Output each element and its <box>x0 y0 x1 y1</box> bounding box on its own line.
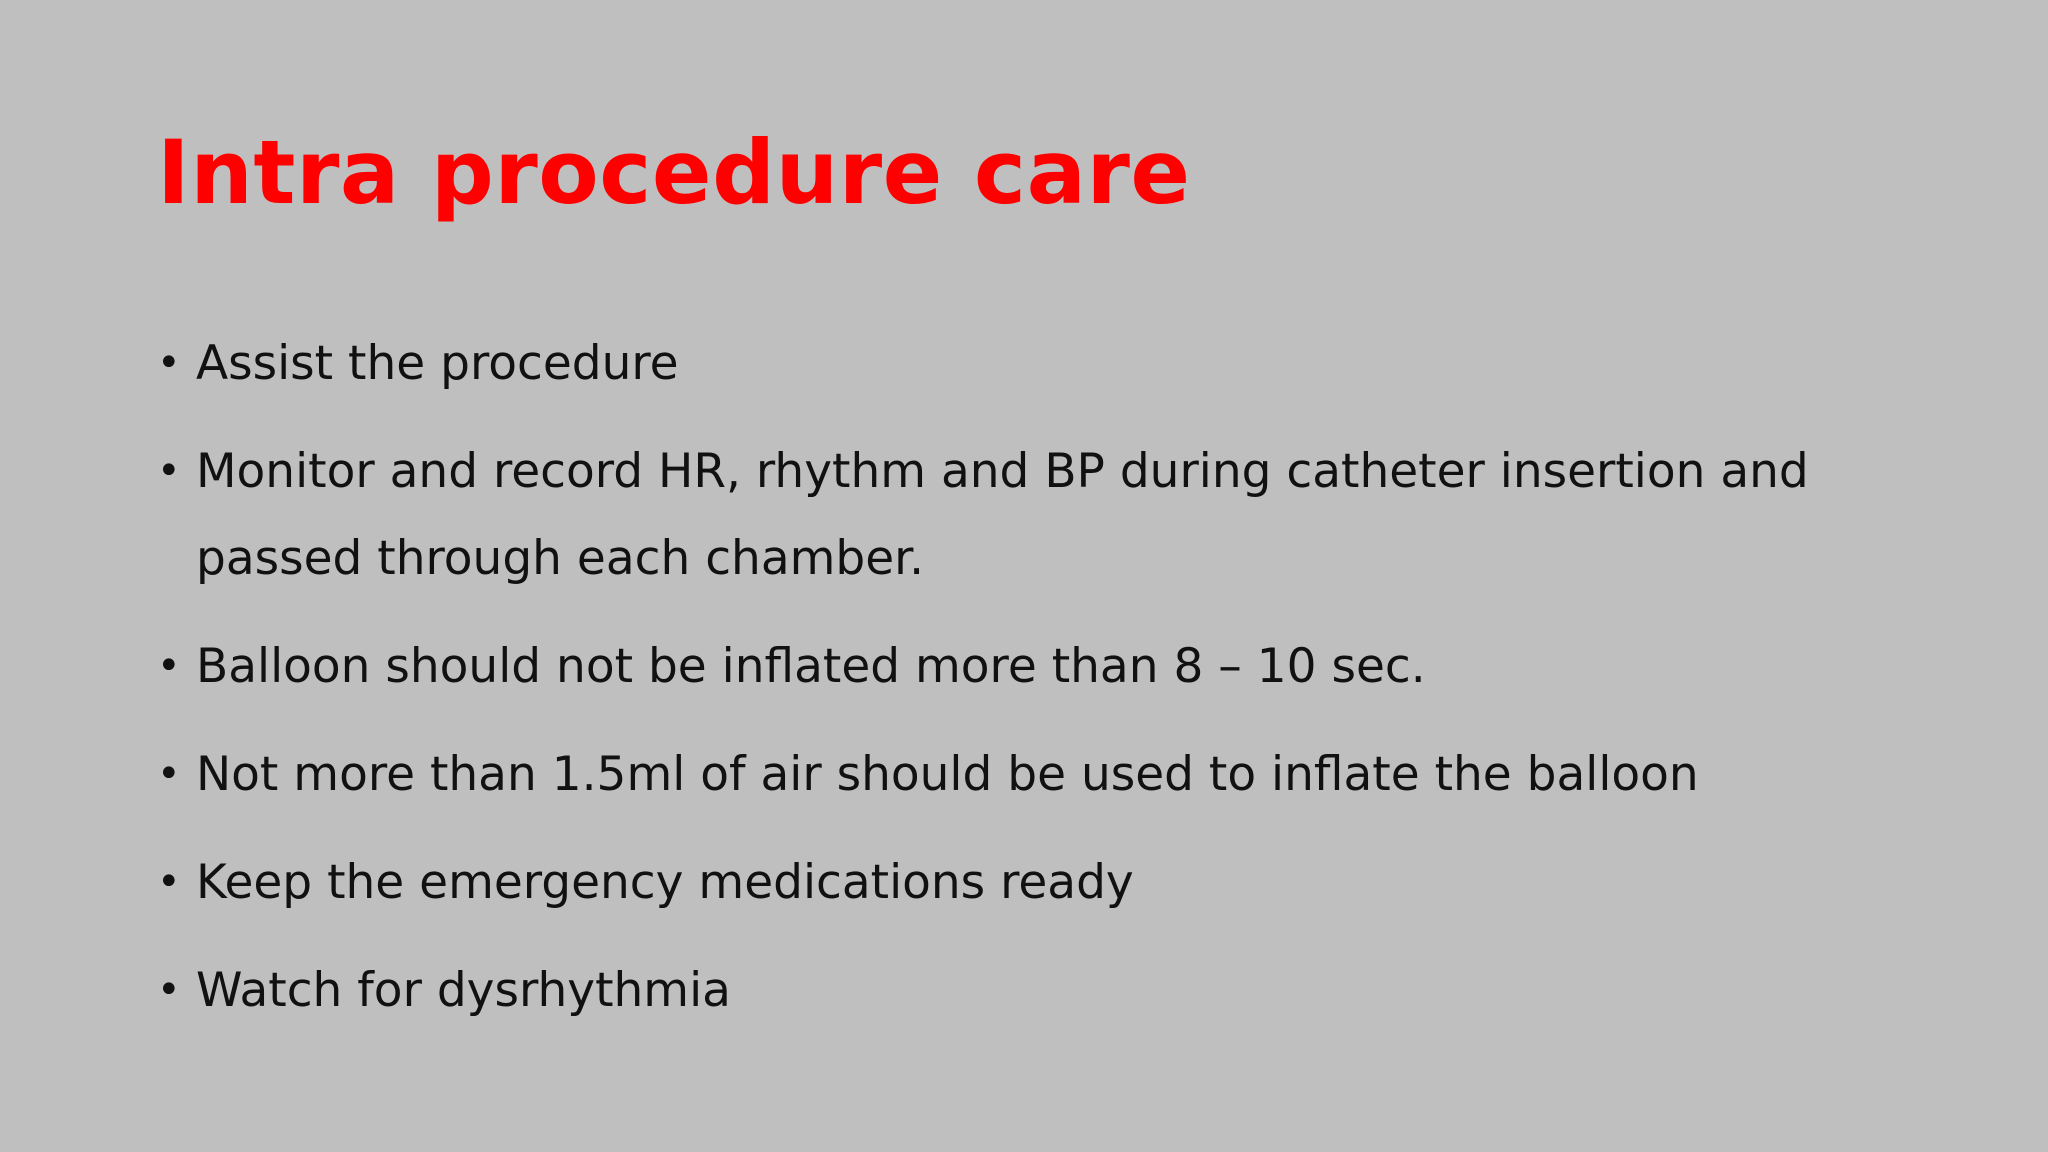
bullet-icon: • <box>157 859 181 905</box>
bullet-text: Watch for dysrhythmia <box>196 963 731 1018</box>
bullet-icon: • <box>157 967 181 1013</box>
bullet-text: Monitor and record HR, rhythm and BP during catheter insertion and passed through each chamber. <box>196 444 1809 586</box>
bullet-item <box>157 731 1977 818</box>
bullet-text: Assist the procedure <box>196 336 679 391</box>
slide-title: Intra procedure care <box>157 121 1191 224</box>
bullet-item <box>157 320 1977 407</box>
bullet-list <box>157 320 1977 1055</box>
bullet-text: Not more than 1.5ml of air should be used to inflate the balloon <box>196 747 1699 802</box>
bullet-item <box>157 623 1977 710</box>
bullet-item <box>157 947 1977 1034</box>
bullet-item <box>157 839 1977 926</box>
bullet-icon: • <box>157 643 181 689</box>
bullet-icon: • <box>157 751 181 797</box>
bullet-item <box>157 428 1977 602</box>
bullet-text: Balloon should not be inflated more than 8 – 10 sec. <box>196 639 1426 694</box>
bullet-text: Keep the emergency medications ready <box>196 855 1134 910</box>
bullet-icon: • <box>157 340 181 386</box>
bullet-icon: • <box>157 448 181 494</box>
